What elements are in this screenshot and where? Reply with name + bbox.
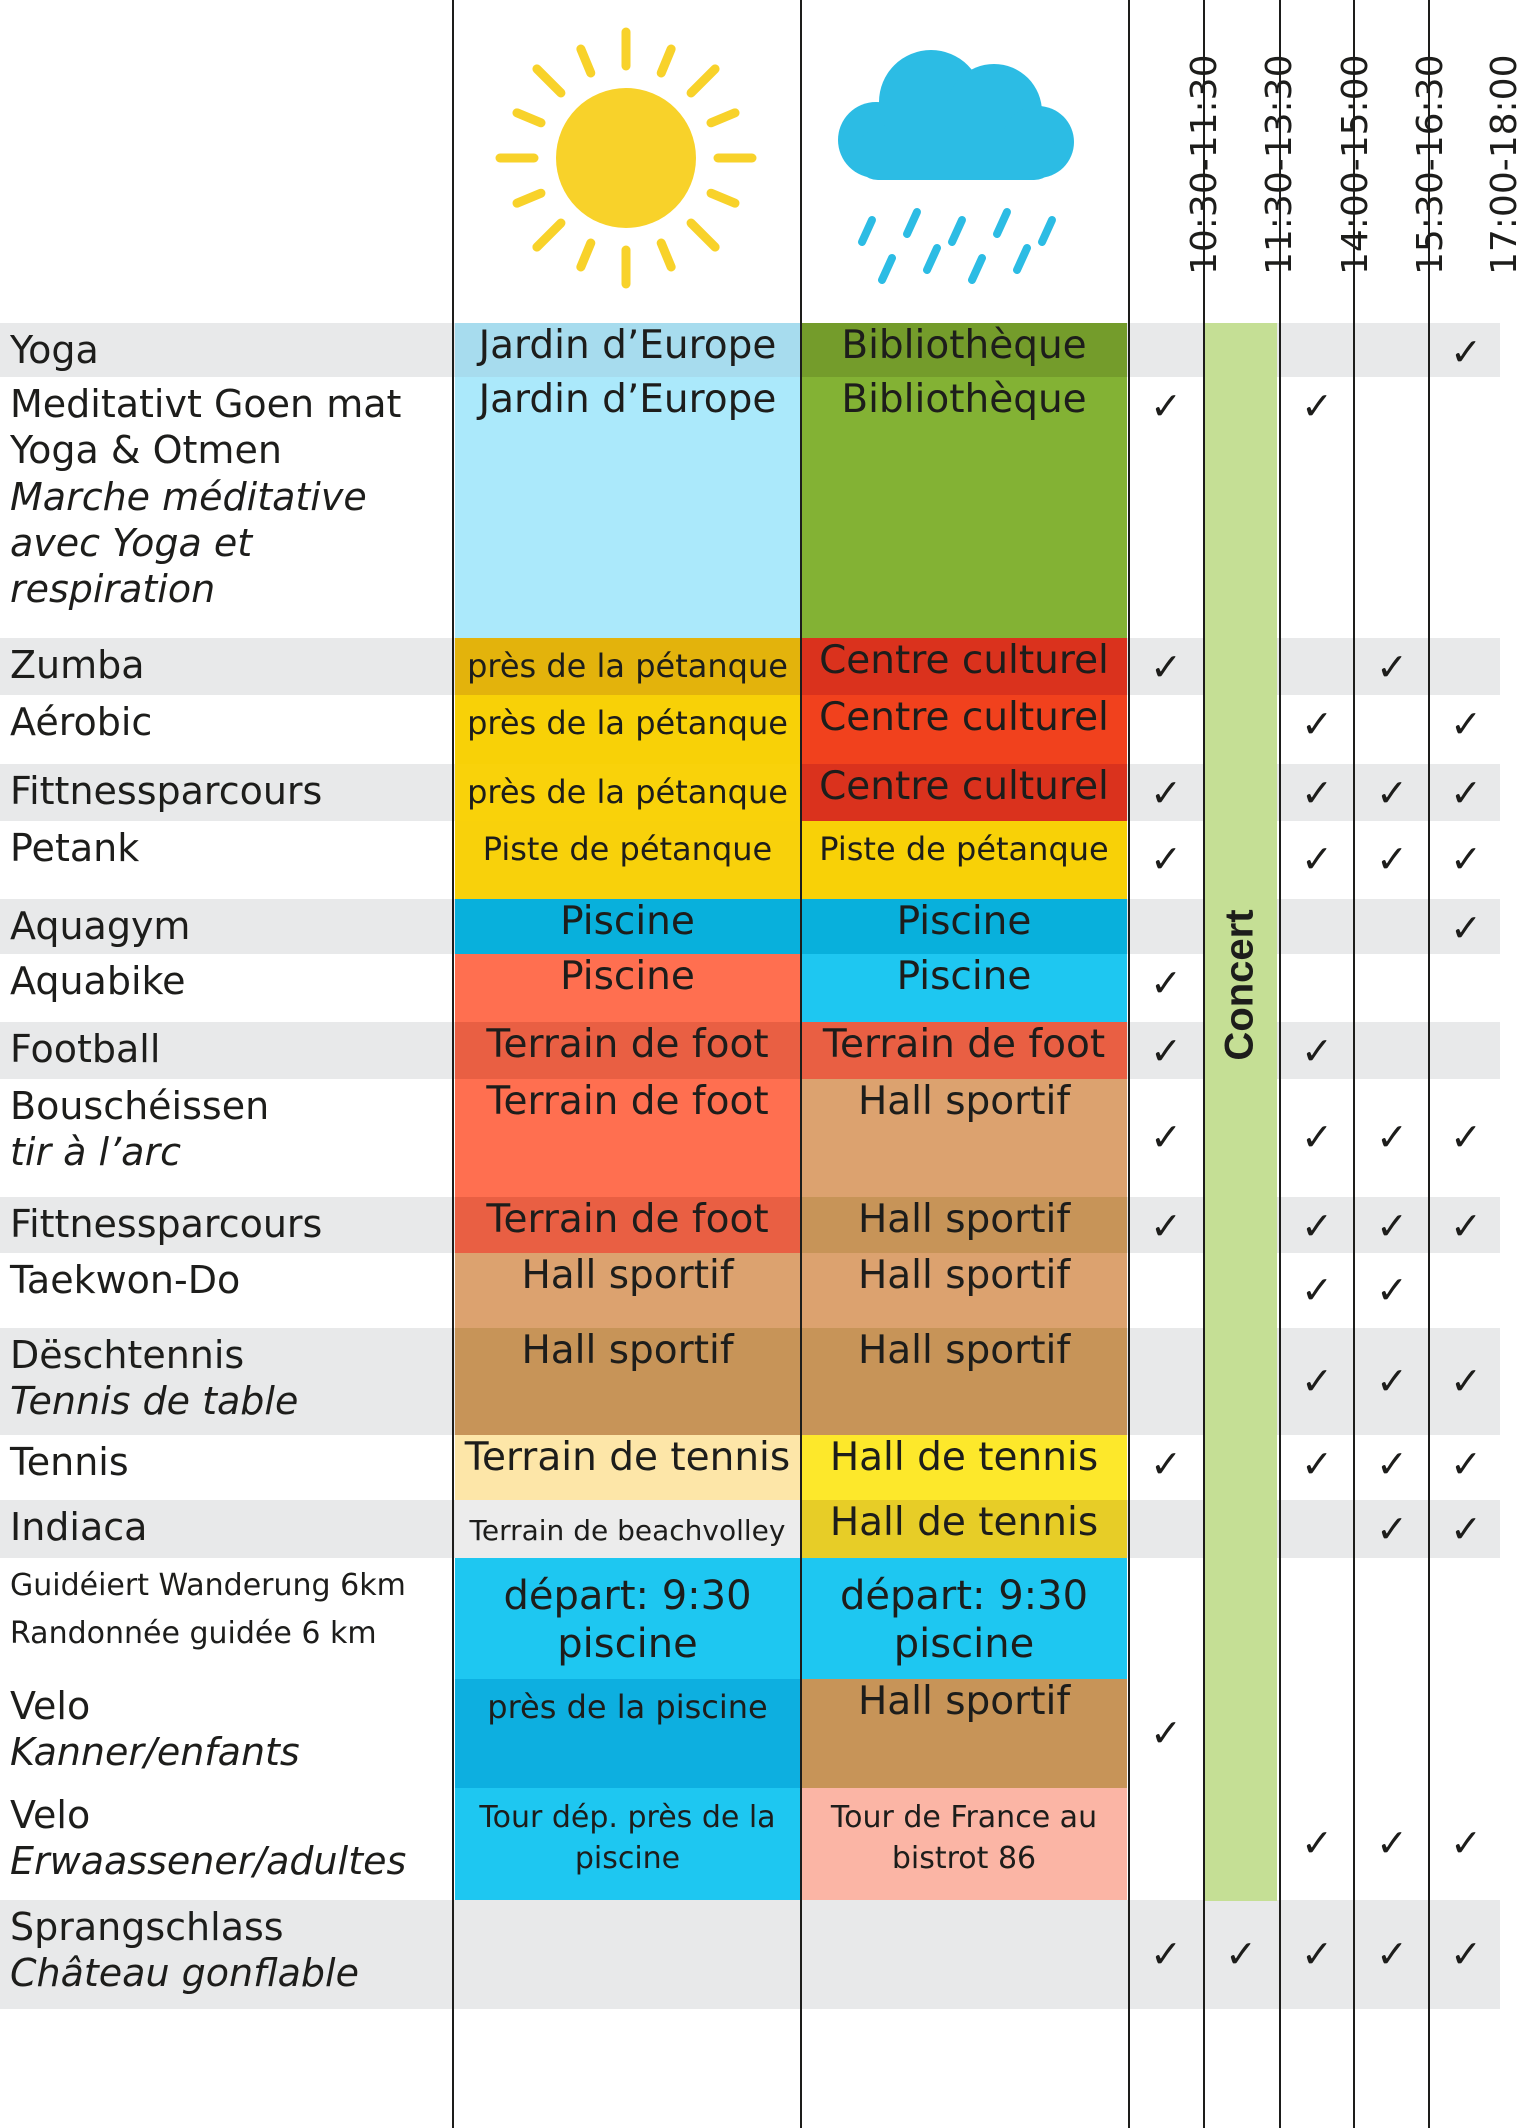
sunny-location-cell <box>455 899 800 954</box>
location-text: Tour dép. près de la piscine <box>479 1800 776 1876</box>
slot-check-icon: ✓ <box>1376 837 1408 881</box>
slot-check-icon: ✓ <box>1450 1115 1482 1159</box>
slot-check-icon: ✓ <box>1150 837 1182 881</box>
column-divider <box>1279 0 1281 2128</box>
sunny-location-cell <box>455 1500 800 1558</box>
location-text: Jardin d’Europe <box>478 377 777 422</box>
rainy-location-cell <box>801 1900 1127 2009</box>
rainy-location-cell <box>801 323 1127 377</box>
location-text: Hall sportif <box>521 1328 734 1373</box>
slot-check-icon: ✓ <box>1301 837 1333 881</box>
activity-subtitle: Marche méditative avec Yoga et respiration <box>10 474 367 612</box>
location-text: Centre culturel <box>819 638 1109 683</box>
location-text: Bibliothèque <box>841 377 1087 422</box>
activity-title: Taekwon-Do <box>10 1258 241 1302</box>
location-text: Hall sportif <box>857 1197 1071 1242</box>
slot-check-icon: ✓ <box>1450 1204 1482 1248</box>
activity-title: Indiaca <box>10 1505 148 1549</box>
slot-check-icon: ✓ <box>1301 1821 1333 1865</box>
slot-check-icon: ✓ <box>1376 1507 1408 1551</box>
slot-check-icon: ✓ <box>1376 645 1408 689</box>
time-slot-label: 11:30-13:30 <box>1259 54 1300 275</box>
slot-check-icon: ✓ <box>1450 330 1482 374</box>
location-text: Piscine <box>896 899 1032 944</box>
slot-check-icon: ✓ <box>1150 1204 1182 1248</box>
slot-check-icon: ✓ <box>1301 1442 1333 1486</box>
activity-name <box>10 1439 450 1485</box>
slot-check-icon: ✓ <box>1150 645 1182 689</box>
activity-name <box>10 1083 450 1176</box>
rainy-location-cell <box>801 1788 1127 1900</box>
sunny-location-cell <box>455 1328 800 1435</box>
sunny-location-cell <box>455 954 800 1022</box>
location-text: Piste de pétanque <box>819 830 1109 868</box>
location-text: Bibliothèque <box>841 323 1087 368</box>
rainy-location-cell <box>801 899 1127 954</box>
activity-title: Petank <box>10 826 140 870</box>
location-text: Piscine <box>560 899 695 944</box>
activity-name <box>10 1504 450 1550</box>
time-slot-header <box>1204 0 1300 290</box>
rainy-location-cell <box>801 764 1127 821</box>
activity-title: Aquabike <box>10 959 186 1003</box>
slot-check-icon: ✓ <box>1225 1931 1257 1976</box>
slot-check-icon: ✓ <box>1301 1358 1333 1403</box>
activity-title: Aérobic <box>10 700 153 744</box>
activity-subtitle: Kanner/enfants <box>10 1730 300 1775</box>
activity-title: Guidéiert Wanderung 6km <box>10 1568 406 1603</box>
location-text: Terrain de foot <box>486 1079 769 1124</box>
concert-column <box>1203 323 1277 1901</box>
sunny-location-cell <box>455 638 800 695</box>
activity-title: Football <box>10 1027 161 1071</box>
concert-label: Concert <box>1217 909 1262 1061</box>
rainy-location-cell <box>801 954 1127 1022</box>
slot-check-icon: ✓ <box>1150 1115 1182 1159</box>
activity-subtitle: Tennis de table <box>10 1379 299 1424</box>
activity-name <box>10 1683 450 1776</box>
column-divider <box>1128 0 1130 2128</box>
slot-check-icon: ✓ <box>1450 1931 1482 1976</box>
sunny-location-cell <box>455 1558 800 1679</box>
sunny-location-cell <box>455 821 800 899</box>
location-text: près de la pétanque <box>467 704 788 742</box>
location-text: Hall sportif <box>857 1079 1071 1124</box>
activity-name <box>10 327 450 373</box>
slot-check-icon: ✓ <box>1150 961 1182 1005</box>
slot-check-icon: ✓ <box>1450 702 1482 746</box>
activity-name <box>10 768 450 814</box>
sunny-location-cell <box>455 1679 800 1788</box>
location-text: Centre culturel <box>819 764 1109 809</box>
location-text: Hall sportif <box>857 1253 1071 1298</box>
rain-cloud-icon <box>816 20 1116 310</box>
slot-check-icon: ✓ <box>1150 1029 1182 1073</box>
sunny-location-cell <box>455 1900 800 2009</box>
rainy-location-cell <box>801 1500 1127 1558</box>
location-text: Terrain de tennis <box>464 1435 791 1480</box>
activity-name <box>10 642 450 688</box>
slot-check-icon: ✓ <box>1301 1931 1333 1976</box>
activity-title: Meditativt Goen mat Yoga & Otmen <box>10 382 402 473</box>
activity-title: Velo <box>10 1793 91 1837</box>
rainy-location-cell <box>801 1328 1127 1435</box>
location-text: près de la pétanque <box>467 773 788 811</box>
time-slot-label: 10:30-11:30 <box>1184 54 1225 275</box>
time-slot-header <box>1355 0 1451 290</box>
slot-check-icon: ✓ <box>1450 906 1482 950</box>
slot-check-icon: ✓ <box>1450 771 1482 815</box>
rainy-location-cell <box>801 1253 1127 1328</box>
location-text: Terrain de beachvolley <box>469 1514 786 1547</box>
activity-name <box>10 1904 450 1997</box>
activity-name <box>10 1026 450 1072</box>
rainy-location-cell <box>801 638 1127 695</box>
slot-check-icon: ✓ <box>1376 1358 1408 1403</box>
time-slot-label: 17:00-18:00 <box>1484 54 1525 275</box>
location-text: Hall sportif <box>521 1253 734 1298</box>
activity-title: Aquagym <box>10 904 191 948</box>
column-divider <box>452 0 454 2128</box>
column-divider <box>1428 0 1430 2128</box>
location-text: Hall sportif <box>857 1679 1071 1724</box>
location-text: Piste de pétanque <box>482 830 773 868</box>
location-text: Hall de tennis <box>829 1500 1099 1545</box>
rainy-location-cell <box>801 1022 1127 1079</box>
sunny-location-cell <box>455 1253 800 1328</box>
slot-check-icon: ✓ <box>1150 771 1182 815</box>
time-slot-header <box>1429 0 1525 290</box>
location-text: près de la piscine <box>487 1688 768 1726</box>
activity-title: Tennis <box>10 1440 129 1484</box>
location-text: Tour de France au bistrot 86 <box>830 1800 1098 1876</box>
slot-check-icon: ✓ <box>1301 384 1333 428</box>
sunny-location-cell <box>455 764 800 821</box>
slot-check-icon: ✓ <box>1150 384 1182 428</box>
location-text: Terrain de foot <box>486 1197 769 1242</box>
activity-name <box>10 1257 450 1303</box>
column-divider <box>800 0 802 2128</box>
location-text: Centre culturel <box>819 695 1109 740</box>
sunny-location-cell <box>455 323 800 377</box>
activity-title: Dëschtennis <box>10 1333 245 1377</box>
slot-check-icon: ✓ <box>1150 1931 1182 1976</box>
sunny-location-cell <box>455 1079 800 1197</box>
activity-title: Fittnessparcours <box>10 1202 323 1246</box>
rainy-location-cell <box>801 1558 1127 1679</box>
activity-name <box>10 381 410 613</box>
activity-subtitle: Château gonflable <box>10 1951 359 1996</box>
location-text: Terrain de foot <box>486 1022 769 1067</box>
activity-title: Zumba <box>10 643 145 687</box>
sunny-location-cell <box>455 377 800 638</box>
slot-check-icon: ✓ <box>1301 1204 1333 1248</box>
sunny-location-cell <box>455 1197 800 1253</box>
activity-name <box>10 903 450 949</box>
rainy-location-cell <box>801 1079 1127 1197</box>
activity-subtitle: tir à l’arc <box>10 1130 181 1175</box>
slot-check-icon: ✓ <box>1376 1267 1408 1312</box>
slot-check-icon: ✓ <box>1450 1821 1482 1865</box>
activity-name <box>10 825 450 871</box>
time-slot-header <box>1129 0 1225 290</box>
rainy-location-cell <box>801 1679 1127 1788</box>
activity-title: Fittnessparcours <box>10 769 323 813</box>
sun-icon <box>476 20 776 310</box>
slot-check-icon: ✓ <box>1376 1442 1408 1486</box>
location-text: Hall de tennis <box>829 1435 1099 1480</box>
time-slot-label: 15:30-16:30 <box>1410 54 1451 275</box>
activity-name <box>10 1562 450 1658</box>
activity-name <box>10 1792 450 1885</box>
slot-check-icon: ✓ <box>1301 1115 1333 1159</box>
rainy-location-cell <box>801 377 1127 638</box>
slot-check-icon: ✓ <box>1301 702 1333 746</box>
location-text: Jardin d’Europe <box>478 323 777 368</box>
time-slot-header <box>1280 0 1376 290</box>
time-slot-label: 14:00-15:00 <box>1335 54 1376 275</box>
slot-check-icon: ✓ <box>1376 1931 1408 1976</box>
location-text: Hall sportif <box>857 1328 1071 1373</box>
activity-title: Yoga <box>10 328 99 372</box>
activity-title: Bouschéissen <box>10 1084 270 1128</box>
location-text: départ: 9:30 piscine <box>839 1573 1089 1667</box>
sunny-location-cell <box>455 1435 800 1500</box>
location-text: Piscine <box>896 954 1032 999</box>
slot-check-icon: ✓ <box>1450 1442 1482 1486</box>
activity-name <box>10 699 450 745</box>
slot-check-icon: ✓ <box>1301 1267 1333 1312</box>
activity-subtitle: Randonnée guidée 6 km <box>10 1616 377 1651</box>
location-text: Piscine <box>560 954 695 999</box>
slot-check-icon: ✓ <box>1450 1358 1482 1403</box>
slot-check-icon: ✓ <box>1450 837 1482 881</box>
location-text: départ: 9:30 piscine <box>503 1573 752 1667</box>
sunny-location-cell <box>455 1788 800 1900</box>
slot-check-icon: ✓ <box>1150 1442 1182 1486</box>
location-text: près de la pétanque <box>467 647 788 685</box>
slot-check-icon: ✓ <box>1150 1710 1182 1755</box>
activity-subtitle: Erwaassener/adultes <box>10 1839 407 1884</box>
activity-title: Velo <box>10 1684 91 1728</box>
slot-check-icon: ✓ <box>1376 1204 1408 1248</box>
sunny-location-cell <box>455 695 800 764</box>
slot-check-icon: ✓ <box>1376 1821 1408 1865</box>
activity-name <box>10 1332 450 1425</box>
activity-name <box>10 958 450 1004</box>
sunny-location-cell <box>455 1022 800 1079</box>
slot-check-icon: ✓ <box>1301 1029 1333 1073</box>
rainy-location-cell <box>801 695 1127 764</box>
column-divider <box>1203 0 1205 2128</box>
activity-name <box>10 1201 450 1247</box>
slot-check-icon: ✓ <box>1376 1115 1408 1159</box>
slot-check-icon: ✓ <box>1450 1507 1482 1551</box>
rainy-location-cell <box>801 821 1127 899</box>
activity-title: Sprangschlass <box>10 1905 284 1949</box>
location-text: Terrain de foot <box>822 1022 1106 1067</box>
rainy-location-cell <box>801 1435 1127 1500</box>
column-divider <box>1353 0 1355 2128</box>
rainy-location-cell <box>801 1197 1127 1253</box>
slot-check-icon: ✓ <box>1376 771 1408 815</box>
slot-check-icon: ✓ <box>1301 771 1333 815</box>
